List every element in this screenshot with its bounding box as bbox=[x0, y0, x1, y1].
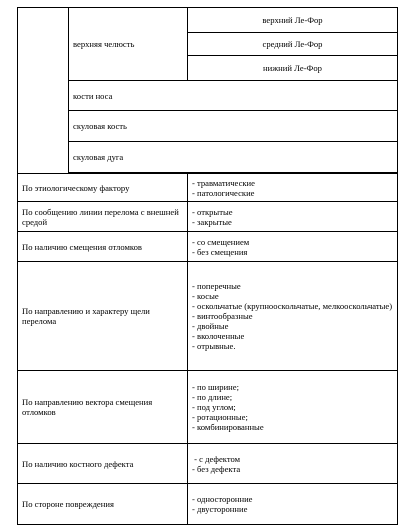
value-item: - ротационные; bbox=[192, 412, 248, 422]
value-item: - отрывные. bbox=[192, 341, 236, 351]
values-cell bbox=[188, 371, 398, 444]
nose-bones-label: кости носа bbox=[73, 90, 113, 101]
value-item: - со смещением bbox=[192, 236, 250, 247]
upper-jaw-cell bbox=[69, 8, 188, 81]
empty-cell bbox=[18, 8, 69, 174]
criterion-cell bbox=[18, 262, 188, 371]
value-item: - по длине; bbox=[192, 392, 233, 402]
table-row bbox=[18, 444, 398, 484]
zygomatic-arch-label: скуловая дуга bbox=[73, 152, 124, 162]
upper-jaw-label: верхняя челюсть bbox=[73, 39, 135, 49]
le-fort-lower-label: нижний Ле-Фор bbox=[263, 63, 322, 73]
values-cell bbox=[188, 202, 398, 232]
table-row bbox=[18, 8, 398, 33]
criterion-cell bbox=[18, 174, 188, 202]
value-item: - закрытые bbox=[192, 216, 232, 227]
value-item: - комбинированные bbox=[192, 422, 264, 432]
criterion-cell bbox=[18, 202, 188, 232]
criterion-cell bbox=[18, 232, 188, 262]
le-fort-middle-cell bbox=[188, 33, 398, 56]
values-cell bbox=[188, 262, 398, 371]
value-item: - под углом; bbox=[192, 402, 236, 412]
value-item: - с дефектом bbox=[192, 453, 241, 464]
zygomatic-bone-cell bbox=[69, 111, 398, 142]
table-row bbox=[18, 111, 398, 142]
value-item: - двусторонние bbox=[192, 504, 248, 514]
table-row bbox=[18, 262, 398, 371]
table-row bbox=[18, 142, 398, 173]
criterion-label: По стороне повреждения bbox=[22, 499, 114, 509]
values-cell bbox=[188, 484, 398, 525]
criterion-cell bbox=[18, 444, 188, 484]
value-item: - косые bbox=[192, 291, 219, 301]
le-fort-lower-cell bbox=[188, 56, 398, 81]
table-row bbox=[18, 202, 398, 232]
value-item: - двойные bbox=[192, 321, 229, 331]
zygomatic-bone-label: скуловая кость bbox=[73, 121, 127, 131]
value-item: - односторонние bbox=[192, 494, 253, 504]
value-item: - винтообразные bbox=[192, 311, 253, 321]
value-item: - вколоченные bbox=[192, 331, 245, 341]
table-row bbox=[18, 81, 398, 111]
value-item: - без дефекта bbox=[192, 463, 241, 474]
le-fort-upper-cell bbox=[188, 8, 398, 33]
table-row bbox=[18, 174, 398, 202]
value-item: - патологические bbox=[192, 187, 255, 198]
values-cell bbox=[188, 174, 398, 202]
value-item: - оскольчатые (крупнооскольчатые, мелкооскольчатые) bbox=[192, 301, 393, 311]
criterion-label: По наличию смещения отломков bbox=[22, 241, 142, 252]
zygomatic-arch-cell bbox=[69, 142, 398, 173]
criterion-label: По этиологическому фактору bbox=[22, 182, 130, 193]
value-item: - по ширине; bbox=[192, 382, 239, 392]
le-fort-middle-label: средний Ле-Фор bbox=[262, 39, 323, 49]
nose-bones-cell bbox=[69, 81, 398, 111]
value-item: - поперечные bbox=[192, 281, 241, 291]
criterion-cell bbox=[18, 371, 188, 444]
criterion-label: По направлению вектора смещения отломков bbox=[22, 397, 153, 417]
value-item: - открытые bbox=[192, 206, 233, 217]
le-fort-upper-label: верхний Ле-Фор bbox=[262, 15, 323, 25]
table-row bbox=[18, 232, 398, 262]
criterion-label: По направлению и характеру щели перелома bbox=[22, 306, 150, 326]
value-item: - травматические bbox=[192, 177, 255, 188]
criterion-label: По сообщению линии перелома с внешней средой bbox=[22, 206, 179, 227]
values-cell bbox=[188, 444, 398, 484]
value-item: - без смещения bbox=[192, 246, 248, 257]
fracture-classification-table bbox=[17, 7, 398, 525]
criterion-cell bbox=[18, 484, 188, 525]
table-row bbox=[18, 484, 398, 525]
values-cell bbox=[188, 232, 398, 262]
criterion-label: По наличию костного дефекта bbox=[22, 458, 134, 469]
table-row bbox=[18, 371, 398, 444]
